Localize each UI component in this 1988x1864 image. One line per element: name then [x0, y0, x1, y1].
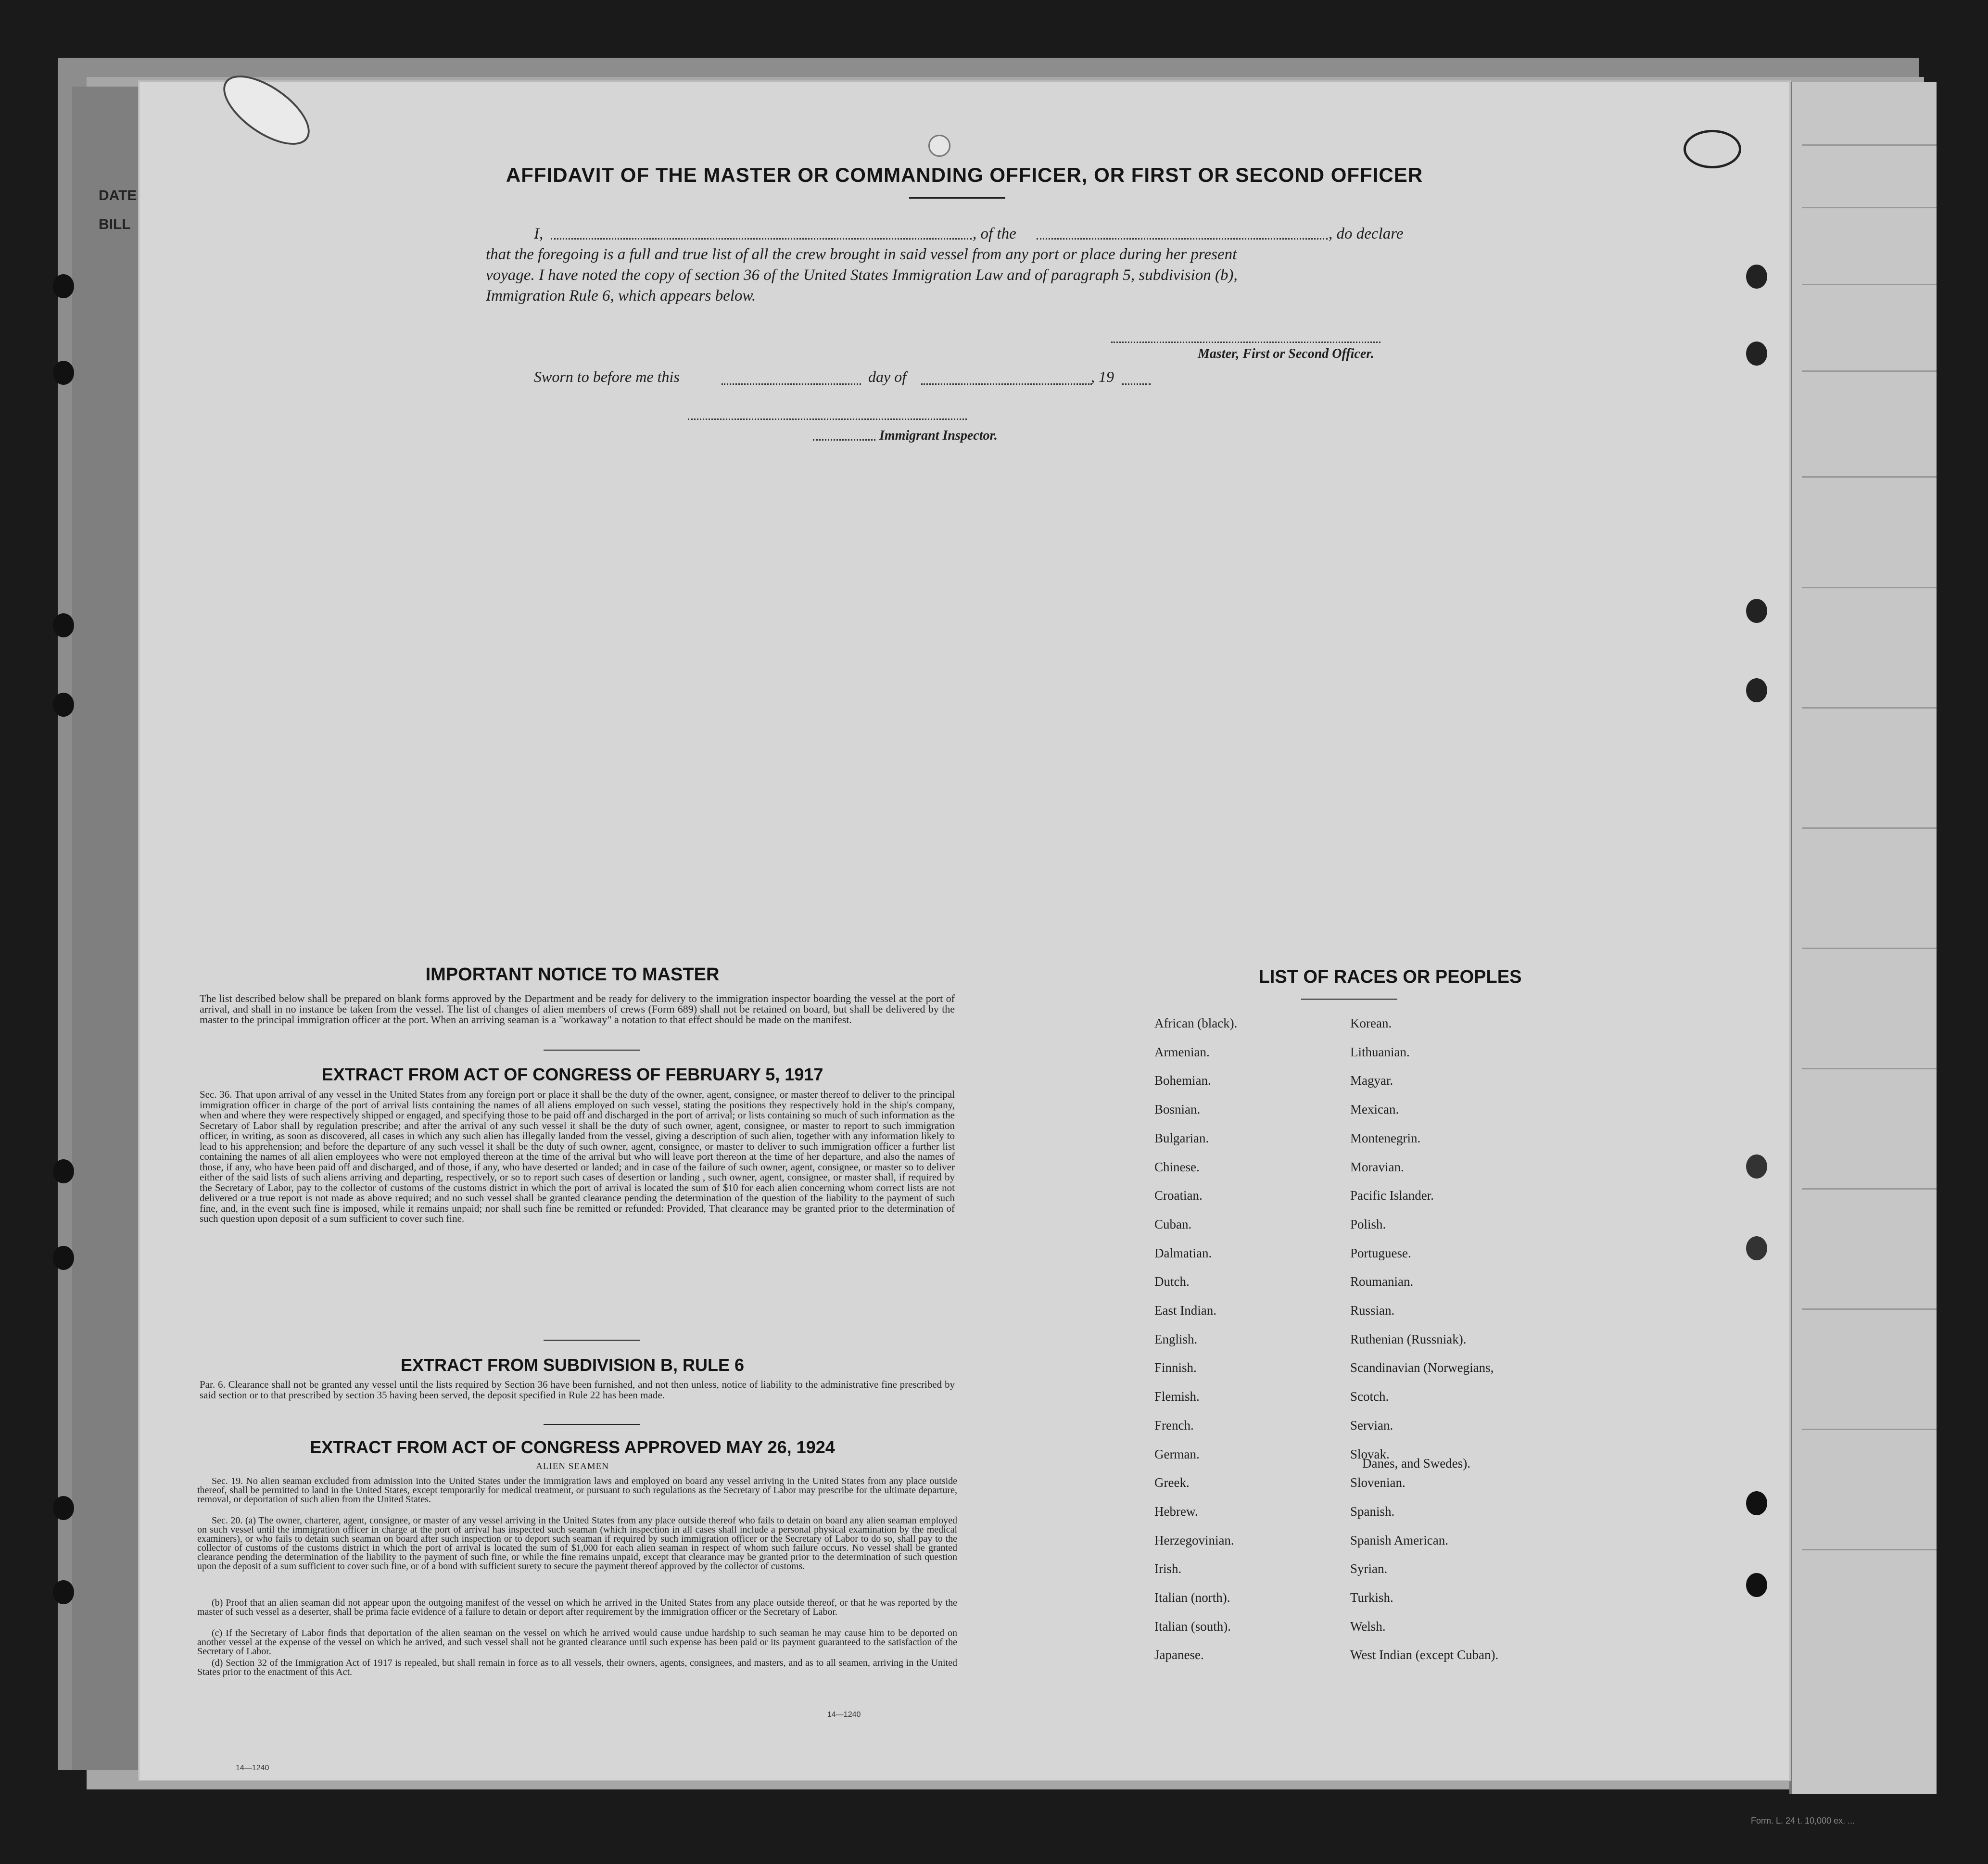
race-item: Magyar. — [1350, 1073, 1393, 1088]
declare-of-the: , of the — [973, 225, 1016, 242]
binder-hole — [1746, 265, 1767, 289]
declare-i: I, — [534, 225, 544, 242]
race-item: Korean. — [1350, 1016, 1392, 1030]
race-item: Dalmatian. — [1154, 1245, 1212, 1260]
binder-hole — [1746, 1491, 1767, 1515]
race-item: Lithuanian. — [1350, 1044, 1410, 1059]
inspector-signature-line — [688, 418, 967, 420]
binder-hole — [1746, 1236, 1767, 1260]
extract-1917-title: EXTRACT FROM ACT OF CONGRESS OF FEBRUARY 5, 1917 — [321, 1065, 823, 1084]
race-item: Spanish American. — [1350, 1533, 1448, 1547]
race-item: Danes, and Swedes). — [1362, 1456, 1470, 1471]
sworn-day-blank — [722, 383, 861, 385]
race-item: Chinese. — [1154, 1159, 1200, 1174]
race-item: Flemish. — [1154, 1389, 1200, 1404]
race-item: Portuguese. — [1350, 1245, 1411, 1260]
sworn-year-blank — [1122, 383, 1151, 385]
race-item: Japanese. — [1154, 1648, 1204, 1662]
race-item: Pacific Islander. — [1350, 1188, 1434, 1203]
alien-seamen-subtitle: ALIEN SEAMEN — [536, 1461, 609, 1471]
binder-hole — [53, 274, 74, 298]
race-item: Servian. — [1350, 1418, 1393, 1433]
vessel-blank — [1037, 238, 1328, 240]
race-item: Slovenian. — [1350, 1475, 1406, 1490]
race-item: Italian (north). — [1154, 1590, 1230, 1605]
sworn-year-label: , 19 — [1091, 368, 1114, 385]
name-blank — [551, 238, 972, 240]
race-item: Irish. — [1154, 1561, 1182, 1576]
binder-hole — [53, 693, 74, 717]
race-item: Croatian. — [1154, 1188, 1203, 1203]
extract-1924-p2: Sec. 20. (a) The owner, charterer, agent, consignee, or master of any vessel arriving in the United States from any place outside thereof who fails to detain on board any alien seaman employed on such vessel until the immigration officer in charge at the port of arrival has inspected such seaman (which inspection in all cases shall include a personal physical examination by the medical examiners), or who fails to detain such seaman on board after such inspection or to deport such seaman if required by such immigration officer or the Secretary of Labor to do so, shall pay to the collector of customs of the customs district in which the port of arrival is located the sum of $1,000 for each alien seaman in respect of whom such failure occurs. No vessel shall be granted clearance pending the determination of the liability to the payment of such fine, or while the fine remains unpaid, except that clearance may be granted prior to the determination of such question upon the deposit of a sum sufficient to cover such fine, or of a bond with sufficient surety to secure the payment thereof approved by the collector of customs. — [197, 1515, 957, 1572]
race-item: Russian. — [1350, 1303, 1395, 1318]
race-item: Mexican. — [1350, 1102, 1399, 1117]
date-label: DATE — [99, 188, 137, 203]
race-item: Cuban. — [1154, 1217, 1192, 1231]
bottom-form-number: 14—1240 — [236, 1764, 269, 1772]
race-item: German. — [1154, 1446, 1200, 1461]
declaration-line-3: voyage. I have noted the copy of section 36 of the United States Immigration Law and of paragraph 5, subdivision (b), — [486, 266, 1238, 284]
extract-1924-p3: (b) Proof that an alien seaman did not appear upon the outgoing manifest of the vessel on which he arrived in the United States from any place outside thereof, or that he was reported by the master of such vessel as a deserter, shall be prima facie evidence of a failure to detain or deport after requirement by the immigration officer or the Secretary of Labor. — [197, 1598, 957, 1617]
master-signature-label: Master, First or Second Officer. — [1198, 346, 1374, 361]
binder-hole — [53, 1496, 74, 1520]
race-item: Ruthenian (Russniak). — [1350, 1331, 1467, 1346]
race-item: Herzegovinian. — [1154, 1533, 1234, 1547]
race-item: Italian (south). — [1154, 1619, 1231, 1634]
left-margin-strip — [72, 87, 144, 1770]
race-item: Turkish. — [1350, 1590, 1393, 1605]
declaration-line-4: Immigration Rule 6, which appears below. — [486, 287, 756, 304]
binder-hole — [1746, 599, 1767, 623]
race-item: Scandinavian (Norwegians, — [1350, 1360, 1494, 1375]
binder-hole — [53, 361, 74, 385]
race-item: African (black). — [1154, 1016, 1238, 1030]
race-item: Moravian. — [1350, 1159, 1404, 1174]
race-item: Bosnian. — [1154, 1102, 1201, 1117]
race-item: English. — [1154, 1331, 1198, 1346]
race-item: Hebrew. — [1154, 1504, 1198, 1519]
race-item: East Indian. — [1154, 1303, 1216, 1318]
affidavit-title: AFFIDAVIT OF THE MASTER OR COMMANDING OFFICER, OR FIRST OR SECOND OFFICER — [506, 164, 1423, 186]
race-item: Roumanian. — [1350, 1274, 1414, 1289]
binder-hole — [1746, 342, 1767, 366]
race-item: Syrian. — [1350, 1561, 1388, 1576]
affidavit-declaration — [486, 224, 1558, 306]
race-item: Scotch. — [1350, 1389, 1389, 1404]
declare-do-declare: , do declare — [1329, 225, 1404, 242]
master-signature-line — [1111, 342, 1380, 343]
notice-text: The list described below shall be prepared on blank forms approved by the Department and be ready for delivery to the immigration inspector boarding the vessel at the port of arrival, and shall in no instance be taken from the vessel. The list of changes of alien members of crews (Form 689) shall not be retained on board, but shall be delivered by the master to the principal immigration officer at the port. When an arriving seaman is a "workaway" a notation to that effect should be made on the manifest. — [200, 992, 955, 1026]
title-underline — [909, 197, 1005, 199]
inspector-label: Immigrant Inspector. — [879, 428, 998, 443]
extract-rule6-title: EXTRACT FROM SUBDIVISION B, RULE 6 — [400, 1355, 745, 1375]
extract-1924-p5: (d) Section 32 of the Immigration Act of 1917 is repealed, but shall remain in force as to all vessels, their owners, agents, consignees, and masters, and as to all seamen, arriving in the United States prior to the enactment of this Act. — [197, 1658, 957, 1677]
section-divider — [544, 1340, 640, 1341]
binder-hole — [53, 1580, 74, 1604]
paper-tear — [1684, 130, 1741, 168]
extract-1924-title: EXTRACT FROM ACT OF CONGRESS APPROVED MAY 26, 1924 — [310, 1437, 835, 1457]
race-item: Spanish. — [1350, 1504, 1395, 1519]
race-item: Greek. — [1154, 1475, 1190, 1490]
race-item: Welsh. — [1350, 1619, 1386, 1634]
punch-mark — [928, 135, 950, 157]
section-divider — [544, 1050, 640, 1051]
race-item: Polish. — [1350, 1217, 1386, 1231]
section-divider — [544, 1424, 640, 1425]
sworn-month-blank — [921, 383, 1092, 385]
extract-1924-p1: Sec. 19. No alien seaman excluded from admission into the United States under the immigration laws and employed on board any vessel arriving in the United States from any place outside thereof, shall be permitted to land in the United States, except temporarily for medical treatment, or pursuant to such regulations as the Secretary of Labor may prescribe for the ultimate departure, removal, or deportation of such alien from the United States. — [197, 1476, 957, 1505]
sworn-day-label: day of — [868, 368, 907, 385]
binder-hole — [53, 613, 74, 637]
extract-1917-text: Sec. 36. That upon arrival of any vessel in the United States from any foreign port or place it shall be the duty of the owner, agent, consignee, or master thereof to deliver to the principal immigration officer in charge of the port of arrival lists containing the names of all aliens employed on such vessel, stating the positions they respectively hold in the ship's company, when and where they were respectively shipped or engaged, and specifying those to be paid off and discharged in the port of arrival; or lists containing so much of such information as the Secretary of Labor shall by regulation prescribe; and after the arrival of any such vessel it shall be the duty of such owner, agent, consignee, or master to report to such immigration officer, in writing, as soon as discovered, all cases in which any such alien has illegally landed from the vessel, giving a description of such alien, together with any information likely to lead to his apprehension; and before the departure of any such vessel it shall be the duty of such owner, agent, consignee, or master to deliver to such immigration officer a further list containing the names of all alien employees who were not employed thereon at the time of the arrival but who will leave port thereon at the time of her departure, and also the names of those, if any, who have been paid off and discharged, and of those, if any, who have deserted or landed; and in case of the failure of such owner, agent, consignee, or master so to deliver either of the said lists of such aliens arriving and departing, respectively, or so to report such cases of desertion or landing , such owner, agent, consignee, or master shall, if required by the Secretary of Labor, pay to the collector of customs of the customs district in which the port of arrival is located the sum of $10 for each alien concerning whom correct lists are not delivered or a true report is not made as above required; and no such vessel shall be granted clearance pending the determination of the question of the liability to the payment of such fine, and, in the event such fine is imposed, while it remains unpaid; nor shall such fine be remitted or refunded: Provided, That clearance may be granted prior to the determination of such question upon deposit of a sum sufficient to cover such fine. — [200, 1089, 955, 1224]
race-item: West Indian (except Cuban). — [1350, 1648, 1499, 1662]
inspector-lead-dots — [813, 439, 875, 441]
races-title: LIST OF RACES OR PEOPLES — [1258, 967, 1522, 987]
extract-1924-p4: (c) If the Secretary of Labor finds that deportation of the alien seaman on the vessel on which he arrived would cause undue hardship to such seaman he may cause him to be deported on another vessel at the expense of the vessel on which he arrived, and such vessel shall not be granted clearance until such expense has been paid or its payment guaranteed to the satisfaction of the Secretary of Labor. — [197, 1628, 957, 1657]
declaration-line-2: that the foregoing is a full and true list of all the crew brought in said vessel from any port or place during her present — [486, 246, 1237, 263]
race-item: Dutch. — [1154, 1274, 1190, 1289]
affidavit-page — [139, 82, 1789, 1780]
sworn-prefix: Sworn to before me this — [534, 368, 680, 385]
binder-hole — [1746, 1573, 1767, 1597]
races-underline — [1301, 999, 1397, 1000]
race-item: Bohemian. — [1154, 1073, 1211, 1088]
race-item: Slovak. — [1350, 1446, 1390, 1461]
form-number: 14—1240 — [827, 1711, 861, 1719]
binder-hole — [1746, 1154, 1767, 1179]
print-run-label: Form. L. 24 t. 10,000 ex. ... — [1751, 1816, 1855, 1826]
bill-label: BILL — [99, 216, 131, 232]
underlying-page-stack — [1789, 82, 1937, 1794]
extract-rule6-text: Par. 6. Clearance shall not be granted any vessel until the lists required by Section 36 have been furnished, and not then unless, notice of liability to the administrative fine prescribed by said section or to that prescribed by section 35 having been served, the deposit specified in Rule 22 has been made. — [200, 1379, 955, 1401]
race-item: Armenian. — [1154, 1044, 1210, 1059]
binder-hole — [53, 1246, 74, 1270]
race-item: Bulgarian. — [1154, 1130, 1209, 1145]
binder-hole — [1746, 678, 1767, 702]
race-item: Finnish. — [1154, 1360, 1197, 1375]
race-item: Montenegrin. — [1350, 1130, 1421, 1145]
race-item: French. — [1154, 1418, 1194, 1433]
binder-hole — [53, 1159, 74, 1183]
notice-title: IMPORTANT NOTICE TO MASTER — [425, 964, 720, 985]
